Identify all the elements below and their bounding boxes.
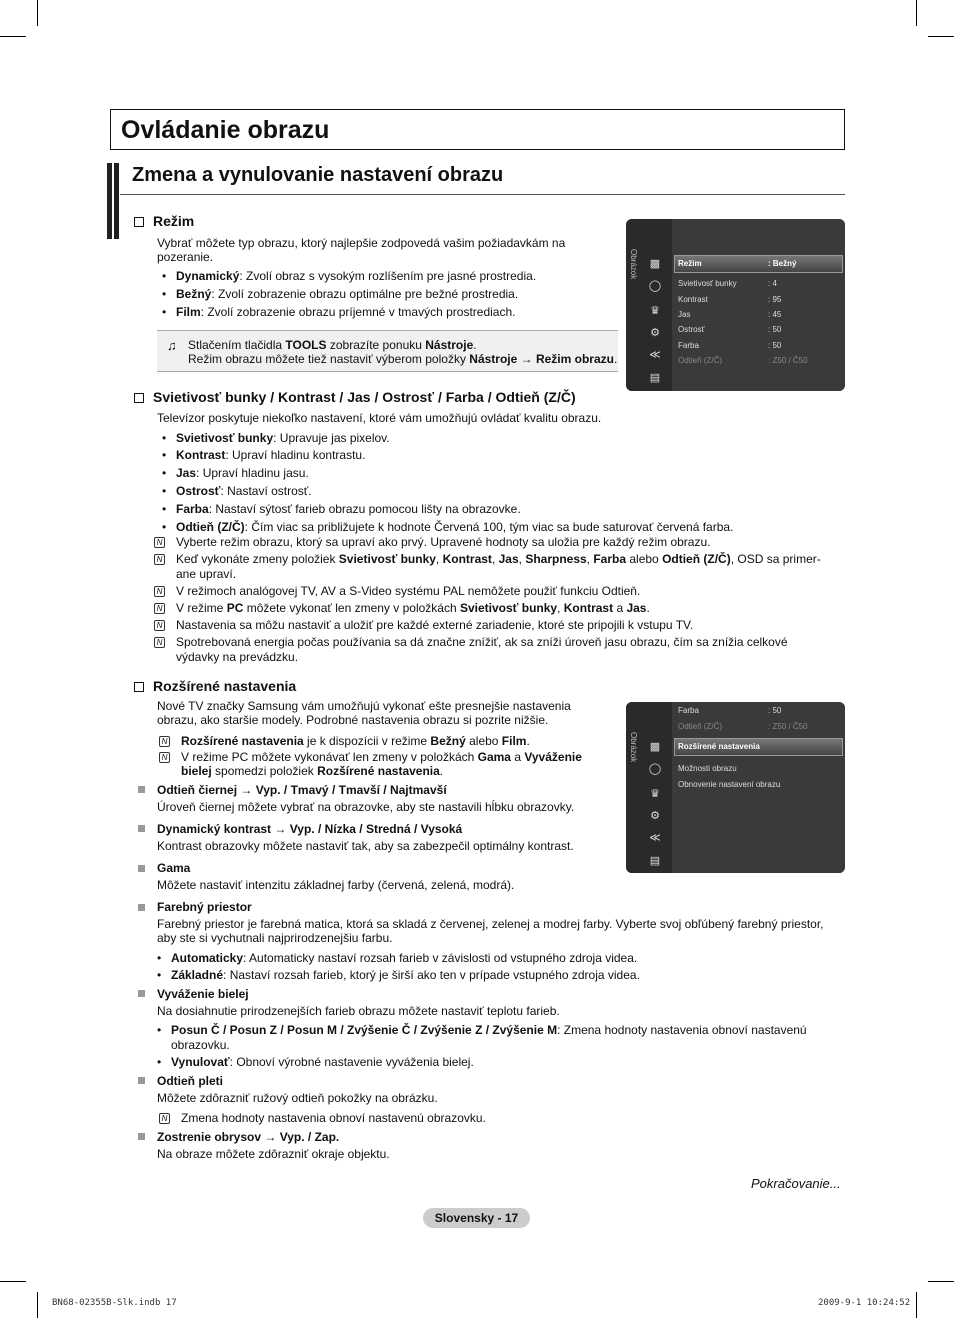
checkbox-icon: [134, 393, 144, 403]
settings-note: Vyberte režim obrazu, ktorý sa upraví ako prvý. Upravené hodnoty sa uložia pre každý režim obrazu.: [176, 535, 711, 549]
note-icon: N: [154, 603, 165, 614]
list-item: • Kontrast: Upraví hladinu kontrastu.: [176, 448, 365, 463]
section-rule: [120, 194, 845, 195]
adv-item-desc: Kontrast obrazovky môžete nastaviť tak, aby sa zabezpečil optimálny kontrast.: [157, 839, 574, 853]
list-item: • Bežný: Zvolí zobrazenie obrazu optimálne pre bežné prostredia.: [176, 287, 518, 302]
print-slug-right: 2009-9-1 10:24:52: [818, 1298, 911, 1308]
tv-menu-item: Odtieň (Z/Č): [678, 356, 723, 365]
sound-icon: ◯: [648, 280, 662, 292]
tv-menu-item: Ostrosť: [678, 325, 705, 334]
crop-mark: [928, 1281, 954, 1282]
crop-mark: [916, 1292, 917, 1318]
tv-menu-item: Možnosti obrazu: [678, 764, 737, 773]
note-icon: N: [159, 736, 170, 747]
list-item: • Odtieň (Z/Č): Čím viac sa približujete k hodnote Červená 100, tým viac sa bude saturovať červená farba.: [176, 520, 733, 535]
tools-note-line: Stlačením tlačidla TOOLS zobrazíte ponuku Nástroje.: [188, 338, 477, 352]
list-item: • Základné: Nastaví rozsah farieb, ktorý je širší ako ten v prípade vstupného zdroja videa.: [171, 968, 640, 983]
adv-item-title: Odtieň čiernej → Vyp. / Tmavý / Tmavší / Najtmavší: [157, 783, 447, 797]
tv-menu-side-label: Obrázok: [629, 249, 638, 280]
adv-item-title: Dynamický kontrast → Vyp. / Nízka / Stredná / Vysoká: [157, 822, 463, 836]
square-bullet-icon: [138, 786, 145, 793]
page-title: Ovládanie obrazu: [121, 116, 330, 144]
rezim-intro: pozeranie.: [157, 250, 214, 264]
settings-intro: Televízor poskytuje niekoľko nastavení, ktoré vám umožňujú ovládať kvalitu obrazu.: [157, 411, 602, 425]
sound-icon: ◯: [648, 763, 662, 775]
input-icon: ≪: [649, 349, 661, 361]
crop-mark: [0, 36, 26, 37]
adv-item-title: Farebný priestor: [157, 900, 252, 914]
note-icon: N: [154, 586, 165, 597]
tv-menu-value: : 50: [768, 325, 782, 334]
advanced-intro: Nové TV značky Samsung vám umožňujú vykonať ešte presnejšie nastavenia: [157, 699, 571, 713]
section-title: Zmena a vynulovanie nastavení obrazu: [132, 164, 504, 186]
tv-menu-value: : 45: [768, 310, 782, 319]
crop-mark: [0, 1281, 26, 1282]
settings-note: V režime PC môžete vykonať len zmeny v položkách Svietivosť bunky, Kontrast a Jas.: [176, 601, 650, 615]
rezim-intro: Vybrať môžete typ obrazu, ktorý najlepšie zodpovedá vašim požiadavkám na: [157, 236, 566, 250]
tv-menu-value: : Z50 / Č50: [768, 356, 808, 365]
settings-note: Spotrebovaná energia počas používania sa dá značne znížiť, ak sa zníži úroveň jasu obrazu, čím sa znížia celkové: [176, 635, 788, 649]
channel-icon: ♛: [650, 305, 660, 317]
tv-menu-value: : Z50 / Č50: [768, 722, 808, 731]
tv-menu-panel: [672, 219, 845, 391]
note-icon: N: [159, 1113, 170, 1124]
adv-item-title: Vyváženie bielej: [157, 987, 249, 1001]
tools-note-icon: ♫: [167, 338, 177, 353]
advanced-note: Rozšírené nastavenia je k dispozícii v režime Bežný alebo Film.: [181, 734, 530, 748]
square-bullet-icon: [138, 825, 145, 832]
adv-item-title: Odtieň pleti: [157, 1074, 223, 1088]
adv-item-desc: aby ste si vychutnali najprirodzenejšiu farbu.: [157, 931, 393, 945]
tv-menu-item: Farba: [678, 341, 699, 350]
tv-menu-value: : 50: [768, 341, 782, 350]
picture-icon: ▩: [649, 258, 661, 270]
list-item: • Ostrosť: Nastaví ostrosť.: [176, 484, 312, 499]
advanced-intro: obrazu, ako staršie modely. Podrobné nastavenia obrazu si pozrite nižšie.: [157, 713, 549, 727]
list-item: • Dynamický: Zvolí obraz s vysokým rozlíšením pre jasné prostredia.: [176, 269, 536, 284]
adv-item-desc: Na dosiahnutie prirodzenejších farieb obrazu môžete nastaviť teplotu farieb.: [157, 1004, 560, 1018]
settings-note: ane upraví.: [176, 567, 237, 581]
list-item: • Film: Zvolí zobrazenie obrazu príjemné v tmavých prostrediach.: [176, 305, 515, 320]
rezim-heading: Režim: [134, 213, 194, 229]
tv-menu-item: Rozšírené nastavenia: [678, 742, 760, 751]
note-icon: N: [154, 620, 165, 631]
application-icon: ▤: [649, 372, 661, 384]
square-bullet-icon: [138, 990, 145, 997]
crop-mark: [37, 0, 38, 26]
adv-item-title: Zostrenie obrysov → Vyp. / Zap.: [157, 1130, 340, 1144]
tv-menu-screenshot: [626, 219, 845, 391]
tv-menu-item: Obnovenie nastavení obrazu: [678, 780, 781, 789]
list-item: • Vynulovať: Obnoví výrobné nastavenie vyváženia bielej.: [171, 1055, 474, 1070]
note-icon: N: [154, 554, 165, 565]
section-bar: [107, 163, 112, 239]
settings-note: Nastavenia sa môžu nastaviť a uložiť pre každé externé zariadenie, ktoré ste pripojili k vstupu TV.: [176, 618, 694, 632]
settings-heading: Svietivosť bunky / Kontrast / Jas / Ostrosť / Farba / Odtieň (Z/Č): [134, 389, 576, 405]
square-bullet-icon: [138, 1077, 145, 1084]
page-number: Slovensky - 17: [423, 1208, 530, 1228]
tv-menu-item: Svietivosť bunky: [678, 279, 737, 288]
checkbox-icon: [134, 217, 144, 227]
settings-note: V režimoch analógovej TV, AV a S-Video systému PAL nemôžete použiť funkciu Odtieň.: [176, 584, 641, 598]
note-icon: N: [154, 537, 165, 548]
tools-note-line: Režim obrazu môžete tiež nastaviť výberom položky Nástroje → Režim obrazu.: [188, 352, 618, 366]
section-bar: [114, 163, 119, 239]
tv-menu-screenshot: [626, 702, 845, 873]
advanced-note: V režime PC môžete vykonávať len zmeny v položkách Gama a Vyváženie: [181, 750, 582, 764]
list-item-cont: obrazovku.: [171, 1038, 230, 1052]
tv-menu-value: : 95: [768, 295, 782, 304]
list-item: • Posun Č / Posun Z / Posun M / Zvýšenie Č / Zvýšenie Z / Zvýšenie M: Zmena hodnoty nastavenia obnoví nastavenú: [171, 1023, 807, 1038]
adv-item-desc: Na obraze môžete zdôrazniť okraje objektu.: [157, 1147, 390, 1161]
list-item: • Svietivosť bunky: Upravuje jas pixelov.: [176, 431, 390, 446]
square-bullet-icon: [138, 904, 145, 911]
adv-item-desc: Úroveň čiernej môžete vybrať na obrazovke, aby ste nastavili hĺbku obrazovky.: [157, 800, 575, 814]
tv-menu-value: : 50: [768, 706, 782, 715]
note-icon: N: [159, 752, 170, 763]
list-item: • Jas: Upraví hladinu jasu.: [176, 466, 309, 481]
tv-menu-value: : 4: [768, 279, 777, 288]
tools-note-box: [157, 330, 618, 372]
advanced-note: bielej spomedzi položiek Rozšírené nastavenia.: [181, 764, 444, 778]
continued-link: Pokračovanie...: [751, 1176, 841, 1191]
print-slug-left: BN68-02355B-Slk.indb 17: [52, 1298, 177, 1308]
adv-item-desc: Farebný priestor je farebná matica, ktorá sa skladá z červenej, zelenej a modrej farby. Vyberte svoj obľúbený farebný priestor,: [157, 917, 824, 931]
square-bullet-icon: [138, 865, 145, 872]
note-icon: N: [154, 637, 165, 648]
tv-menu-item: Odtieň (Z/Č): [678, 722, 723, 731]
tv-menu-item: Jas: [678, 310, 691, 319]
channel-icon: ♛: [650, 788, 660, 800]
square-bullet-icon: [138, 1133, 145, 1140]
tv-menu-item: Režim: [678, 259, 702, 268]
crop-mark: [37, 1292, 38, 1318]
crop-mark: [916, 0, 917, 26]
checkbox-icon: [134, 682, 144, 692]
page-title-box: [110, 109, 845, 150]
application-icon: ▤: [649, 855, 661, 867]
tv-menu-item: Kontrast: [678, 295, 708, 304]
settings-note: Keď vykonáte zmeny položiek Svietivosť bunky, Kontrast, Jas, Sharpness, Farba alebo Odtieň (Z/Č), OSD sa primer-: [176, 552, 821, 566]
adv-item-title: Gama: [157, 861, 191, 875]
advanced-heading: Rozšírené nastavenia: [134, 678, 296, 694]
tv-menu-side-label: Obrázok: [629, 732, 638, 763]
adv-item-desc: Môžete zdôrazniť ružový odtieň pokožky na obrázku.: [157, 1091, 438, 1105]
adv-item-desc: Môžete nastaviť intenzitu základnej farby (červená, zelená, modrá).: [157, 878, 515, 892]
advanced-note: Zmena hodnoty nastavenia obnoví nastavenú obrazovku.: [181, 1111, 486, 1125]
tv-menu-item: Farba: [678, 706, 699, 715]
input-icon: ≪: [649, 832, 661, 844]
tv-menu-value: : Bežný: [768, 259, 797, 268]
setup-icon: ⚙: [650, 810, 660, 822]
crop-mark: [928, 36, 954, 37]
list-item: • Farba: Nastaví sýtosť farieb obrazu pomocou lišty na obrazovke.: [176, 502, 521, 517]
list-item: • Automaticky: Automaticky nastaví rozsah farieb v závislosti od vstupného zdroja videa.: [171, 951, 637, 966]
picture-icon: ▩: [649, 741, 661, 753]
settings-note: výdavky na prevádzku.: [176, 650, 299, 664]
setup-icon: ⚙: [650, 327, 660, 339]
